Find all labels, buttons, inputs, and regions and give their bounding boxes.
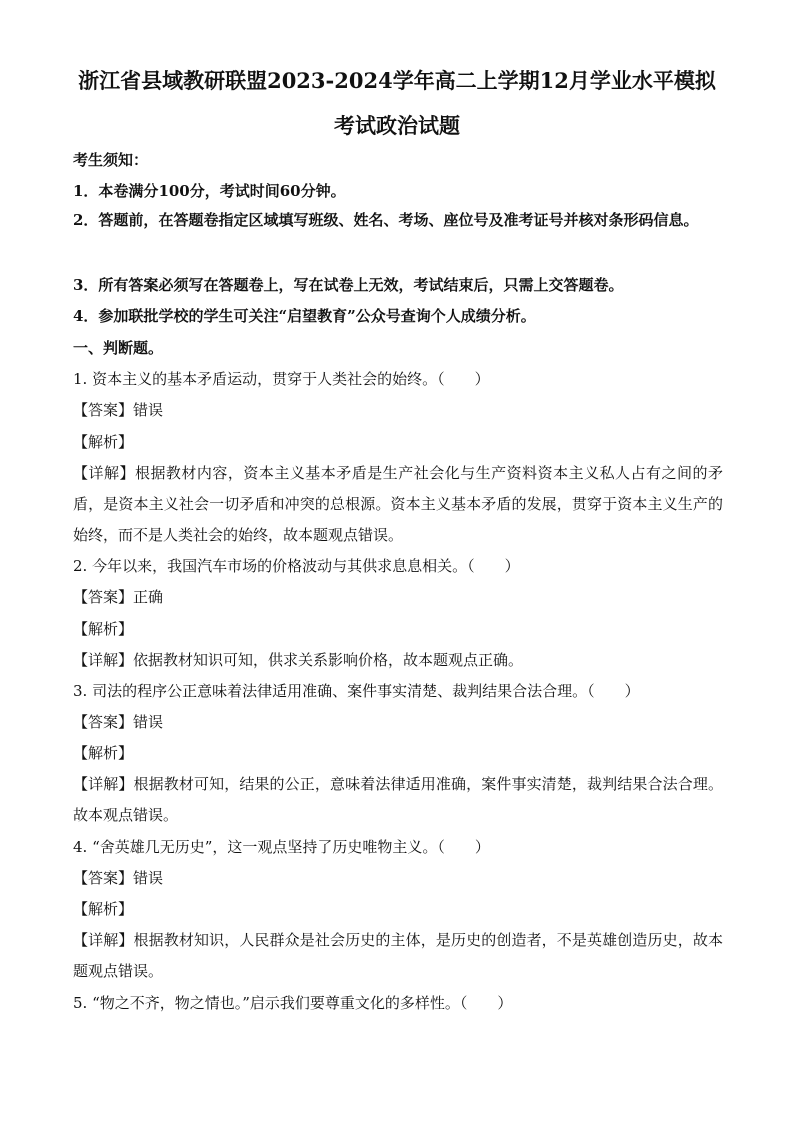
- answer-label: 【答案】: [73, 713, 134, 731]
- question-stem-5: 5. “物之不齐，物之情也。”启示我们要尊重文化的多样性。（ ）: [73, 994, 513, 1012]
- analysis-label-2: 【解析】: [73, 620, 134, 638]
- question-stem-2: 2. 今年以来，我国汽车市场的价格波动与其供求息息相关。（ ）: [73, 557, 520, 575]
- analysis-label-4: 【解析】: [73, 900, 134, 918]
- answer-4: [73, 868, 723, 888]
- detail-3: [73, 769, 723, 831]
- document-title-line2: 考试政治试题: [334, 113, 460, 138]
- answer-value: 错误: [133, 869, 164, 887]
- answer-label: 【答案】: [73, 588, 134, 606]
- detail-text: 依据教材知识可知，供求关系影响价格，故本题观点正确。: [133, 651, 524, 669]
- detail-label: 【详解】: [73, 775, 134, 793]
- document-title-line1: 浙江省县域教研联盟2023-2024学年高二上学期12月学业水平模拟: [78, 68, 716, 93]
- question-stem-1: 1. 资本主义的基本矛盾运动，贯穿于人类社会的始终。（ ）: [73, 370, 490, 388]
- notice-heading: 考生须知：: [73, 151, 149, 169]
- detail-label: 【详解】: [73, 464, 135, 482]
- answer-label: 【答案】: [73, 869, 134, 887]
- notice-item-4: 4．参加联批学校的学生可关注“启望教育”公众号查询个人成绩分析。: [73, 307, 536, 325]
- question-stem-4: 4. “舍英雄几无历史”，这一观点坚持了历史唯物主义。（ ）: [73, 838, 490, 856]
- answer-value: 错误: [133, 713, 164, 731]
- detail-4: [73, 925, 723, 987]
- answer-1: [73, 400, 723, 420]
- detail-text: 根据教材可知，结果的公正，意味着法律适用准确，案件事实清楚，裁判结果合法合理。故本观点错误。: [73, 775, 723, 824]
- detail-text: 根据教材内容，资本主义基本矛盾是生产社会化与生产资料资本主义私人占有之间的矛盾，是资本主义社会一切矛盾和冲突的总根源。资本主义基本矛盾的发展，贯穿于资本主义生产的始终，而不是人类社会的始终，故本题观点错误。: [73, 464, 723, 544]
- answer-3: [73, 712, 723, 732]
- answer-value: 错误: [133, 401, 164, 419]
- notice-item-2: 2．答题前，在答题卷指定区域填写班级、姓名、考场、座位号及准考证号并核对条形码信息。: [73, 211, 699, 229]
- section-heading: 一、判断题。: [73, 339, 164, 357]
- question-stem-3: 3. 司法的程序公正意味着法律适用准确、案件事实清楚、裁判结果合法合理。（ ）: [73, 682, 640, 700]
- answer-label: 【答案】: [73, 401, 134, 419]
- detail-1: [73, 458, 723, 551]
- detail-label: 【详解】: [73, 651, 134, 669]
- detail-text: 根据教材知识，人民群众是社会历史的主体，是历史的创造者，不是英雄创造历史，故本题观点错误。: [73, 931, 723, 980]
- answer-2: [73, 587, 723, 607]
- answer-value: 正确: [133, 588, 164, 606]
- analysis-label-1: 【解析】: [73, 433, 134, 451]
- notice-item-1: 1．本卷满分100分，考试时间60分钟。: [73, 182, 346, 200]
- detail-label: 【详解】: [73, 931, 134, 949]
- detail-2: [73, 650, 723, 670]
- notice-item-3: 3．所有答案必须写在答题卷上，写在试卷上无效，考试结束后，只需上交答题卷。: [73, 276, 624, 294]
- analysis-label-3: 【解析】: [73, 744, 134, 762]
